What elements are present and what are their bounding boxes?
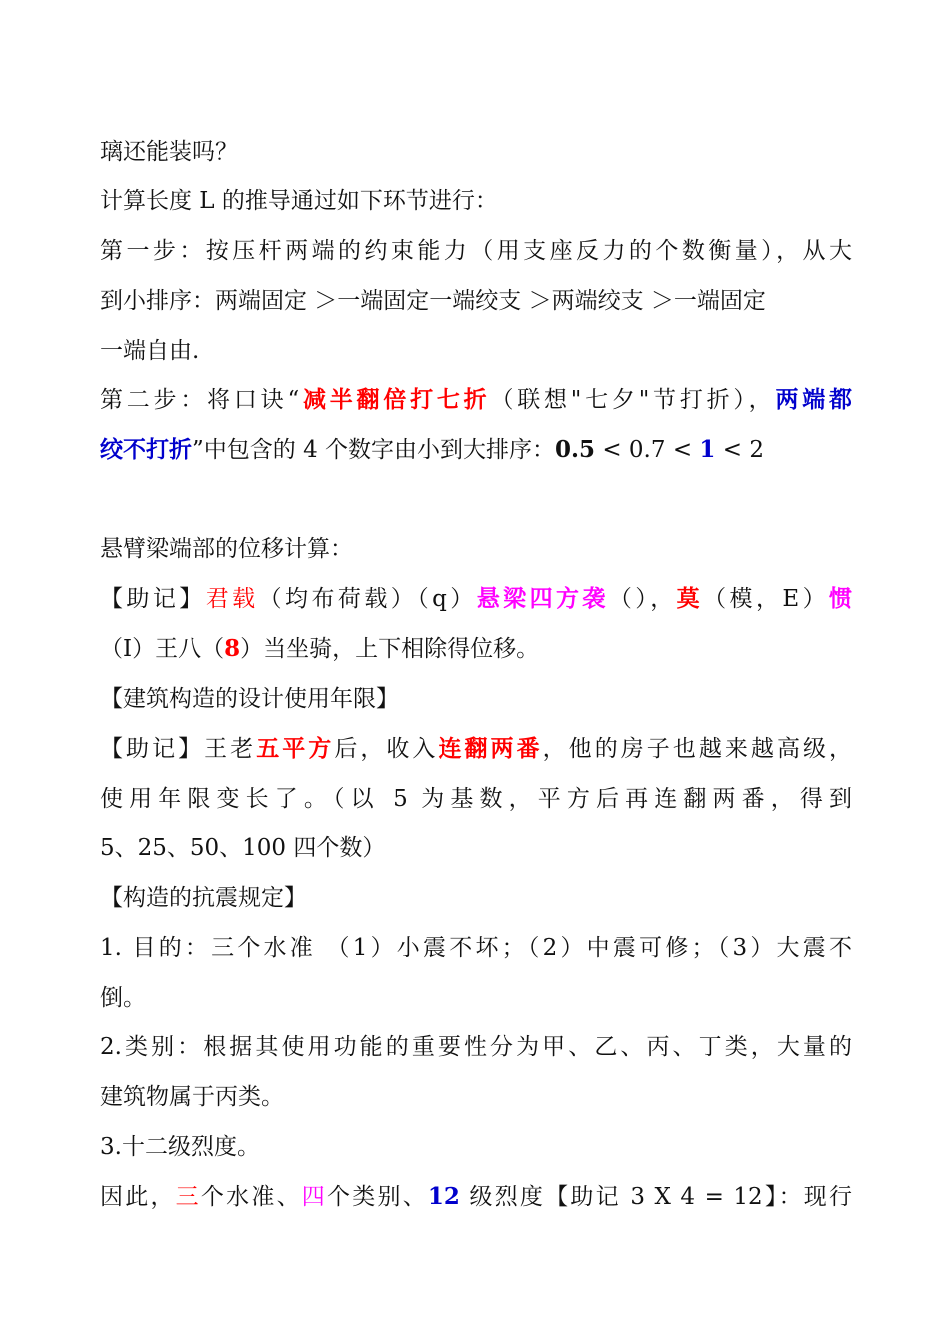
text-line: [100, 1182, 852, 1212]
text-line: 建筑物属于丙类。: [100, 1084, 284, 1110]
number-highlight: 1: [699, 436, 716, 463]
text-span: < 0.7 <: [595, 437, 700, 463]
section-heading: 【构造的抗震规定】: [100, 885, 307, 911]
text-span: ）当坐骑，上下相除得位移。: [240, 636, 540, 662]
text-span: （），: [608, 586, 677, 612]
text-span: 后，收入: [334, 736, 439, 762]
mnemonic-highlight: 连翻两番: [438, 735, 543, 762]
text-span: ，他的房子也越来越高级，: [542, 736, 852, 762]
text-line: 璃还能装吗？: [100, 139, 238, 165]
section-heading: 【建筑构造的设计使用年限】: [100, 686, 399, 712]
text-span: （模，E）: [703, 586, 830, 612]
text-line: 使用年限变长了。（以 5 为基数，平方后再连翻两番，得到: [100, 786, 852, 812]
number-highlight: 四: [301, 1184, 328, 1210]
mnemonic-highlight: 五平方: [256, 735, 335, 762]
text-line: 到小排序：两端固定 ＞一端固定一端绞支 ＞两端绞支 ＞一端固定: [100, 288, 766, 314]
text-line: [100, 584, 852, 614]
text-span: 【助记】: [100, 586, 206, 612]
text-span: 第二步：将口诀“: [100, 387, 300, 413]
number-highlight: 8: [224, 635, 241, 662]
text-line: 第一步：按压杆两端的约束能力（用支座反力的个数衡量），从大: [100, 238, 852, 264]
text-span: 【助记】王老: [100, 736, 257, 762]
text-line: 计算长度 L 的推导通过如下环节进行：: [100, 188, 498, 214]
text-span: 级烈度【助记 3 X 4 = 12】：现行: [459, 1184, 852, 1210]
mnemonic-highlight: 莫: [676, 585, 704, 612]
text-line: [100, 435, 852, 465]
mnemonic-highlight: 惯: [829, 585, 852, 612]
text-span: 个水准、: [200, 1184, 302, 1210]
section-heading: 悬臂梁端部的位移计算：: [100, 536, 353, 562]
text-span: （I）王八（: [100, 636, 225, 662]
text-span: （联想"七夕"节打折），: [490, 387, 776, 413]
text-span: < 2: [715, 437, 764, 463]
text-line: [100, 385, 852, 415]
mnemonic-highlight: 绞不打折: [100, 436, 192, 463]
mnemonic-highlight: 悬梁四方袭: [476, 585, 609, 612]
text-line: 2.类别：根据其使用功能的重要性分为甲、乙、丙、丁类，大量的: [100, 1034, 852, 1060]
text-span: 个类别、: [327, 1184, 428, 1210]
text-span: （均布荷载）（q）: [258, 586, 477, 612]
text-line: [100, 634, 852, 664]
text-span: ”中包含的 4 个数字由小到大排序：: [192, 437, 556, 463]
text-line: 3.十二级烈度。: [100, 1134, 260, 1160]
text-span: 因此，: [100, 1184, 176, 1210]
text-line: [100, 734, 852, 764]
mnemonic-highlight: 两端都: [775, 386, 852, 413]
number-highlight: 0.5: [555, 436, 596, 463]
text-line: 倒。: [100, 985, 146, 1011]
mnemonic-highlight: 君载: [205, 586, 259, 612]
number-highlight: 12: [427, 1183, 460, 1210]
text-line: 一端自由.: [100, 338, 200, 364]
text-line: 1. 目的：三个水准 （1）小震不坏；（2）中震可修；（3）大震不: [100, 935, 852, 961]
number-highlight: 三: [175, 1184, 201, 1210]
mnemonic-highlight: 减半翻倍打七折: [299, 386, 491, 413]
text-line: 5、25、50、100 四个数）: [100, 835, 386, 861]
